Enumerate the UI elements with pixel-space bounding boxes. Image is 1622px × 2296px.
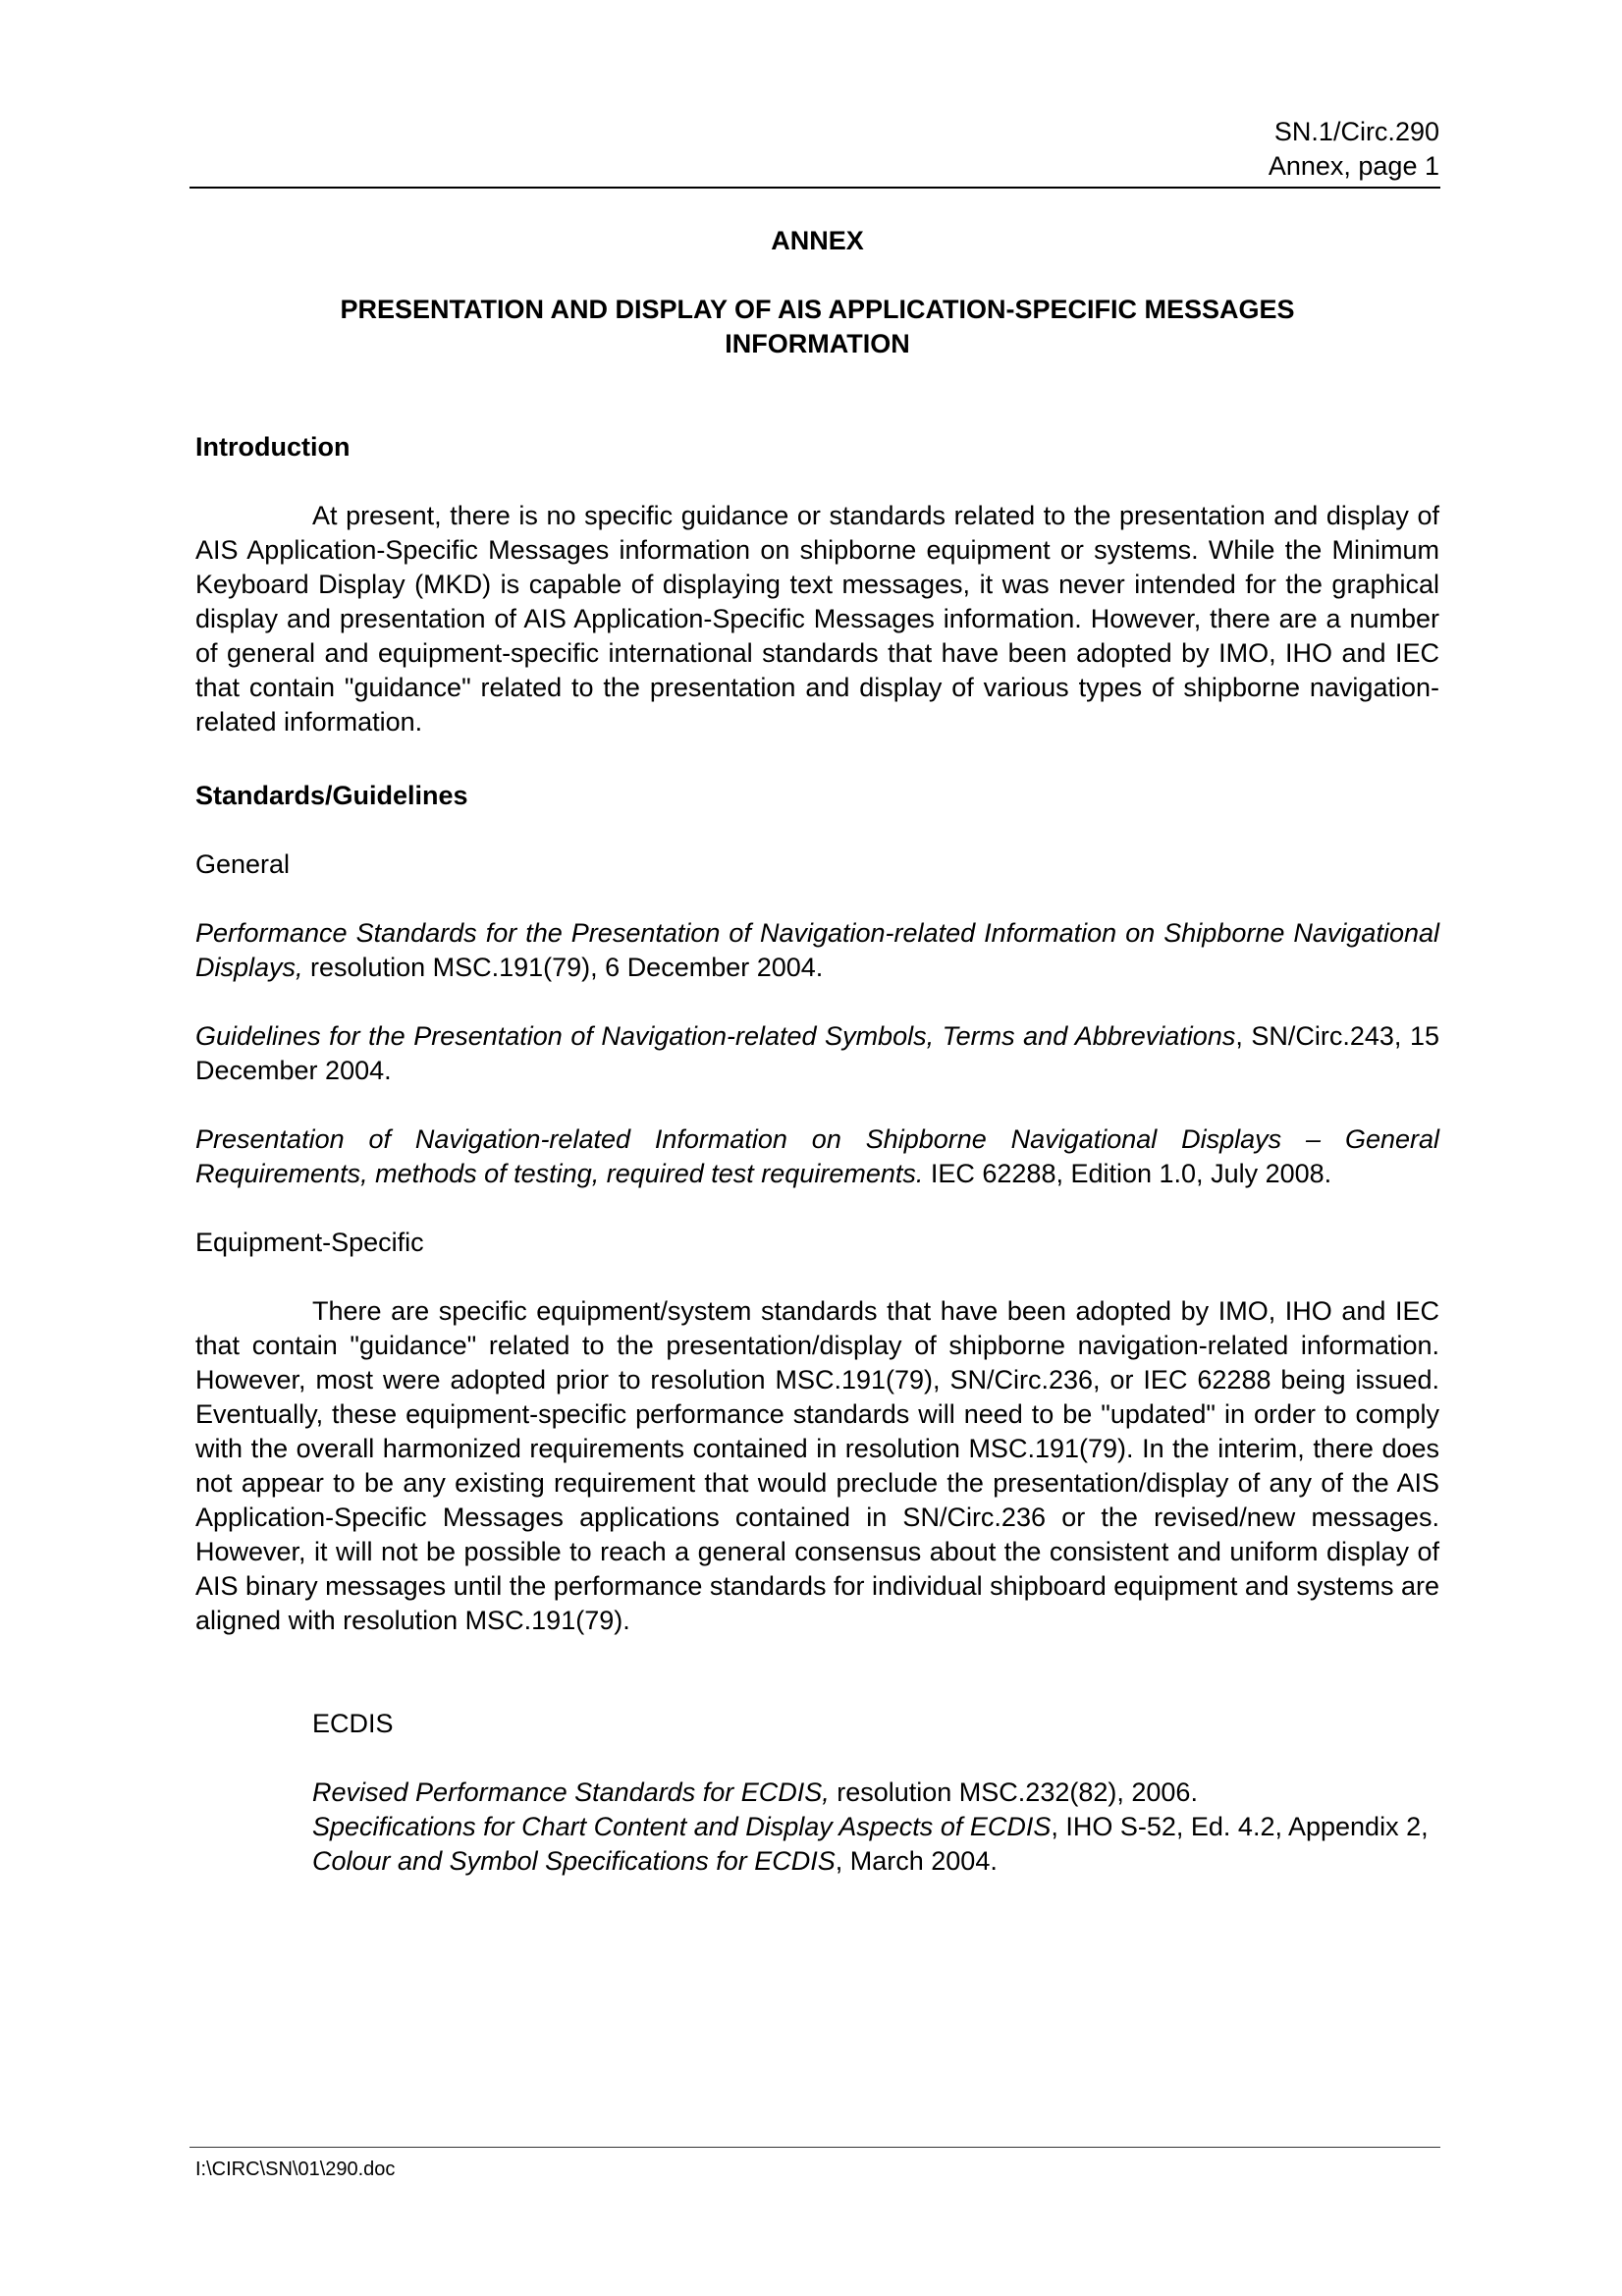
- reference-title: Guidelines for the Presentation of Navigation-related Symbols, Terms and Abbreviations: [195, 1021, 1236, 1051]
- footer-divider: [189, 2147, 1440, 2148]
- reference-item: [312, 1810, 1439, 1879]
- ecdis-subheading: ECDIS: [312, 1709, 394, 1738]
- reference-detail: resolution MSC.232(82), 2006.: [829, 1777, 1198, 1807]
- reference-item: [312, 1776, 1439, 1810]
- page-header: [189, 115, 1439, 184]
- general-subheading: General: [195, 849, 291, 879]
- header-divider: [189, 187, 1440, 189]
- ecdis-references: [312, 1776, 1439, 1879]
- reference-item: [195, 916, 1439, 985]
- document-title-line-1: PRESENTATION AND DISPLAY OF AIS APPLICATION-SPECIFIC MESSAGES: [340, 295, 1295, 324]
- reference-item: [195, 1122, 1439, 1191]
- reference-detail: IEC 62288, Edition 1.0, July 2008.: [923, 1159, 1332, 1188]
- reference-detail: , SN/Circ.243, 15 December 2004.: [195, 1021, 1439, 1085]
- reference-detail: resolution MSC.191(79), 6 December 2004.: [302, 953, 824, 982]
- reference-title: Performance Standards for the Presentation of Navigation-related Information on Shipborne Navigational Displays,: [195, 918, 1439, 982]
- equipment-specific-paragraph: There are specific equipment/system standards that have been adopted by IMO, IHO and IEC that contain "guidance" related to the presentation/display of shipborne navigation-related information. However, most were adopted prior to resolution MSC.191(79), SN/Circ.236, or IEC 62288 being issued. Eventually, these equipment-specific performance standards will need to be "updated" in order to comply with the overall harmonized requirements contained in resolution MSC.191(79). In the interim, there does not appear to be any existing requirement that would preclude the presentation/display of any of the AIS Application-Specific Messages applications contained in SN/Circ.236 or the revised/new messages. However, it will not be possible to reach a general consensus about the consistent and uniform display of AIS binary messages until the performance standards for individual shipboard equipment and systems are aligned with resolution MSC.191(79).: [195, 1296, 1439, 1635]
- reference-item: [195, 1019, 1439, 1088]
- footer-file-path: I:\CIRC\SN\01\290.doc: [195, 2159, 396, 2180]
- document-title: [195, 293, 1439, 361]
- page-reference: Annex, page 1: [1268, 151, 1439, 181]
- equipment-specific-subheading: Equipment-Specific: [195, 1228, 424, 1257]
- reference-title: Presentation of Navigation-related Information on Shipborne Navigational Displays – General Requirements, methods of testing, required test requirements.: [195, 1124, 1439, 1188]
- reference-detail: , March 2004.: [835, 1846, 998, 1876]
- reference-detail: , IHO S-52, Ed. 4.2, Appendix 2,: [1051, 1812, 1429, 1841]
- introduction-heading: Introduction: [195, 432, 351, 462]
- reference-title: Specifications for Chart Content and Display Aspects of ECDIS: [312, 1812, 1052, 1841]
- standards-heading: Standards/Guidelines: [195, 781, 468, 810]
- document-reference: SN.1/Circ.290: [1273, 117, 1439, 146]
- introduction-paragraph: At present, there is no specific guidance or standards related to the presentation and display of AIS Application-Specific Messages information on shipborne equipment or systems. While the Minimum Keyboard Display (MKD) is capable of displaying text messages, it was never intended for the graphical display and presentation of AIS Application-Specific Messages information. However, there are a number of general and equipment-specific international standards that have been adopted by IMO, IHO and IEC that contain "guidance" related to the presentation and display of various types of shipborne navigation-related information.: [195, 501, 1439, 737]
- reference-title: Colour and Symbol Specifications for ECDIS: [312, 1846, 836, 1876]
- document-title-line-2: INFORMATION: [725, 329, 910, 358]
- annex-label: ANNEX: [771, 226, 864, 255]
- reference-title: Revised Performance Standards for ECDIS,: [312, 1777, 830, 1807]
